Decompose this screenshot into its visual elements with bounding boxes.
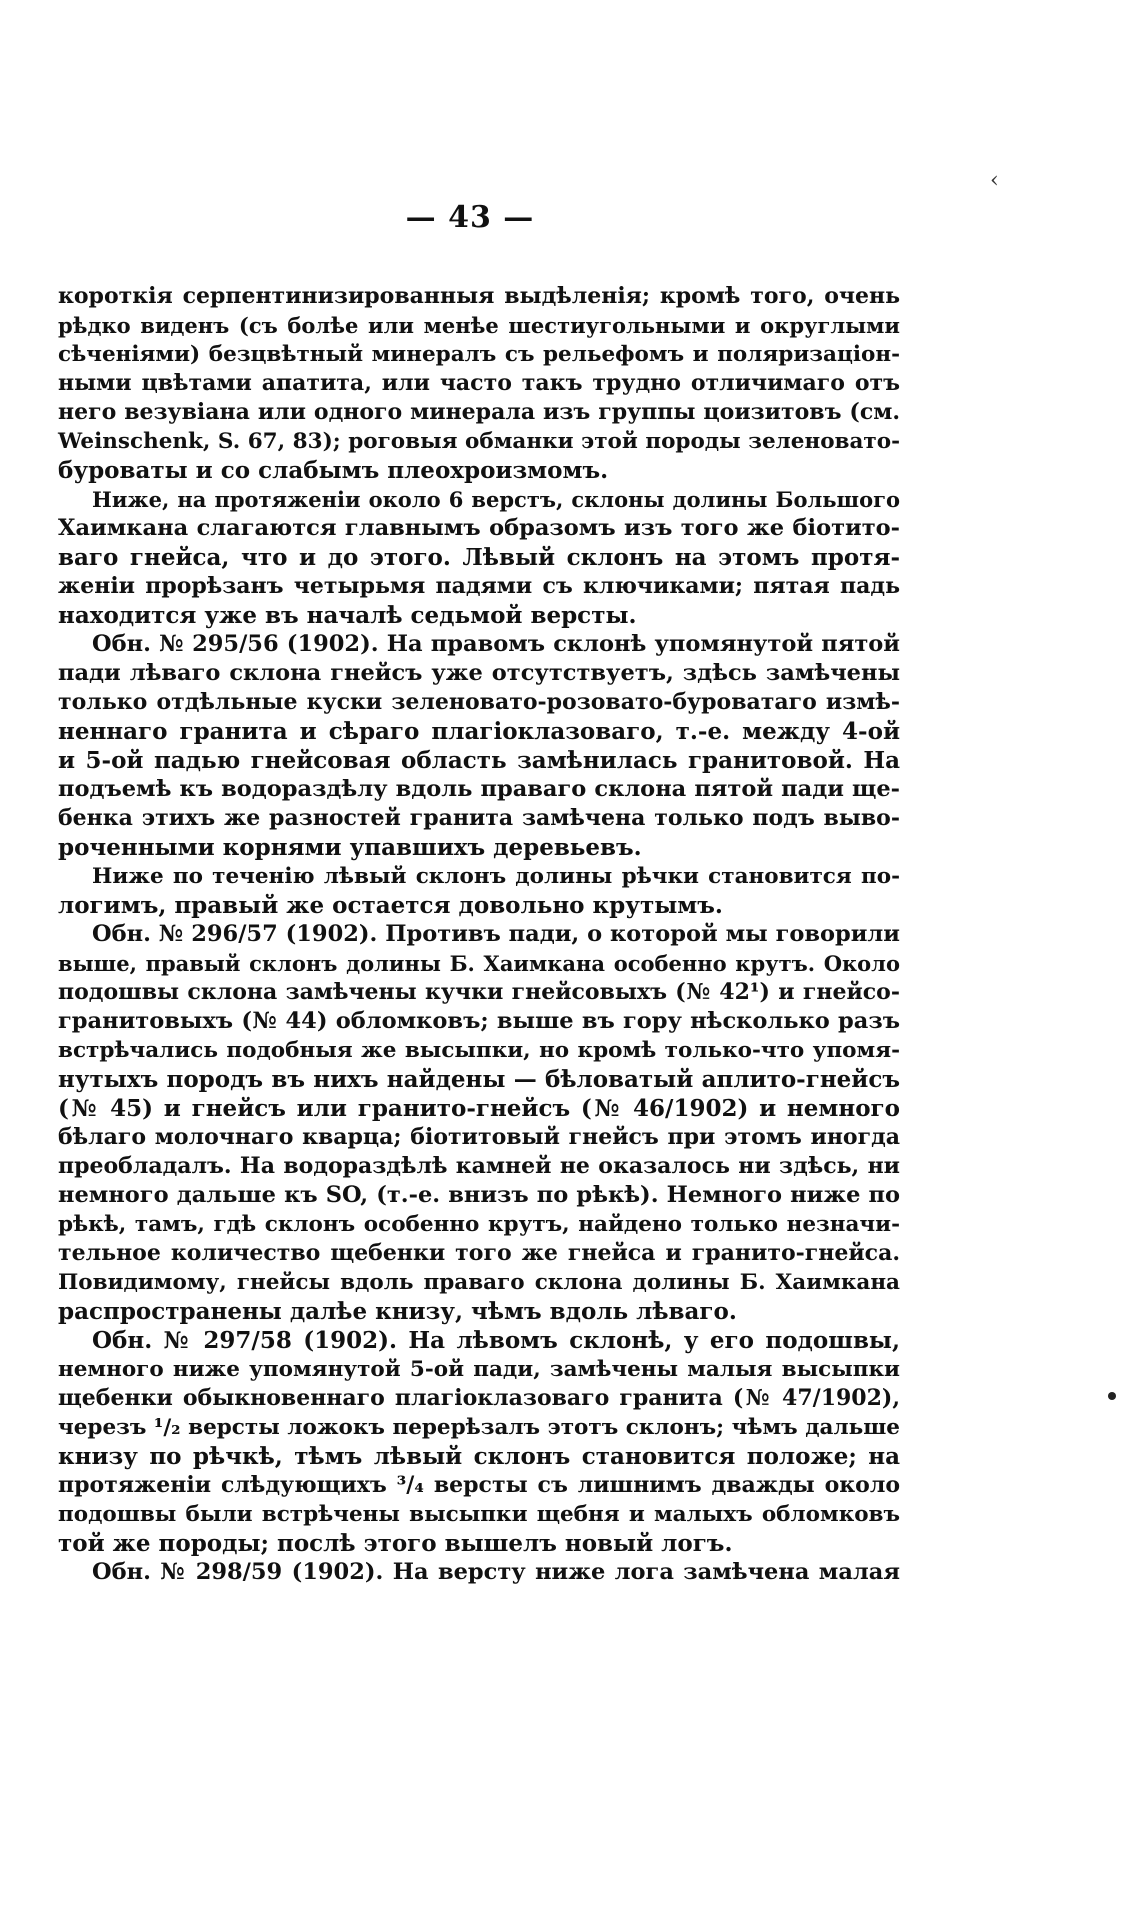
margin-mark: ‹	[990, 168, 999, 193]
text-line: Повидимому, гнейсы вдоль праваго склона долины Б. Хаимкана	[58, 1270, 900, 1295]
text-line: (№ 45) и гнейсъ или гранито-гнейсъ (№ 46/1902) и немного	[58, 1095, 900, 1122]
page-number: — 43 —	[405, 200, 535, 235]
text-line: Обн. № 295/56 (1902). На правомъ склонѣ упомянутой пятой	[92, 631, 900, 657]
text-line: Обн. № 297/58 (1902). На лѣвомъ склонѣ, у его подошвы,	[92, 1327, 900, 1354]
body-text	[58, 282, 900, 1587]
text-line: гранитовыхъ (№ 44) обломковъ; выше въ гору нѣсколько разъ	[58, 1008, 900, 1034]
margin-dot	[1108, 1392, 1116, 1400]
text-line: нутыхъ породъ въ нихъ найдены — бѣловатый аплито-гнейсъ	[58, 1066, 900, 1093]
text-line: немного дальше къ SO, (т.-е. внизъ по рѣкѣ). Немного ниже по	[58, 1182, 900, 1208]
text-line: Ниже, на протяженіи около 6 верстъ, склоны долины Большого	[92, 487, 900, 512]
text-line: щебенки обыкновеннаго плагіоклазоваго гранита (№ 47/1902),	[58, 1385, 900, 1411]
text-line: Хаимкана слагаются главнымъ образомъ изъ того же біотито-	[58, 515, 900, 541]
text-line: бѣлаго молочнаго кварца; біотитовый гнейсъ при этомъ иногда	[58, 1124, 900, 1150]
text-line: тельное количество щебенки того же гнейса и гранито-гнейса.	[58, 1240, 900, 1266]
text-line: бенка этихъ же разностей гранита замѣчена только подъ выво-	[58, 805, 900, 831]
text-line: Обн. № 296/57 (1902). Противъ пади, о которой мы говорили	[92, 921, 900, 947]
text-line: находится уже въ началѣ седьмой версты.	[58, 602, 637, 629]
text-line: буроваты и со слабымъ плеохроизмомъ.	[58, 457, 609, 484]
text-line: рѣкѣ, тамъ, гдѣ склонъ особенно крутъ, найдено только незначи-	[58, 1212, 900, 1237]
text-line: женіи прорѣзанъ четырьмя падями съ ключиками; пятая падь	[58, 573, 900, 599]
text-line: той же породы; послѣ этого вышелъ новый логъ.	[58, 1530, 733, 1557]
text-line: логимъ, правый же остается довольно крутымъ.	[58, 892, 723, 919]
text-line: черезъ ¹/₂ версты ложокъ перерѣзалъ этотъ склонъ; чѣмъ дальше	[58, 1415, 900, 1440]
text-line: ваго гнейса, что и до этого. Лѣвый склонъ на этомъ протя-	[58, 544, 900, 571]
text-line: Weinschenk, S. 67, 83); роговыя обманки этой породы зеленовато-	[58, 429, 900, 454]
text-line: неннаго гранита и сѣраго плагіоклазоваго, т.-е. между 4-ой	[58, 718, 900, 745]
text-line: Обн. № 298/59 (1902). На версту ниже лога замѣчена малая	[92, 1559, 900, 1585]
text-line: подошвы склона замѣчены кучки гнейсовыхъ (№ 42¹) и гнейсо-	[58, 979, 900, 1005]
text-line: рѣдко виденъ (съ болѣе или менѣе шестиугольными и округлыми	[58, 313, 900, 338]
text-line: ными цвѣтами апатита, или часто такъ трудно отличимаго отъ	[58, 370, 900, 396]
text-line: сѣченіями) безцвѣтный минералъ съ рельефомъ и поляризаціон-	[58, 342, 900, 367]
text-line: преобладалъ. На водораздѣлѣ камней не оказалось ни здѣсь, ни	[58, 1153, 900, 1179]
text-line: распространены далѣе книзу, чѣмъ вдоль лѣваго.	[58, 1298, 737, 1325]
text-line: выше, правый склонъ долины Б. Хаимкана особенно крутъ. Около	[58, 951, 900, 976]
text-line: роченными корнями упавшихъ деревьевъ.	[58, 834, 642, 861]
text-line: книзу по рѣчкѣ, тѣмъ лѣвый склонъ становится положе; на	[58, 1443, 900, 1470]
text-line: него везувіана или одного минерала изъ группы цоизитовъ (см.	[58, 399, 900, 425]
text-line: короткія серпентинизированныя выдѣленія; кромѣ того, очень	[58, 283, 900, 309]
text-line: немного ниже упомянутой 5-ой пади, замѣчены малыя высыпки	[58, 1357, 900, 1382]
text-line: пади лѣваго склона гнейсъ уже отсутствуетъ, здѣсь замѣчены	[58, 660, 900, 686]
text-line: только отдѣльные куски зеленовато-розовато-буроватаго измѣ-	[58, 689, 900, 715]
text-line: подъемѣ къ водораздѣлу вдоль праваго склона пятой пади ще-	[58, 776, 900, 802]
text-line: Ниже по теченію лѣвый склонъ долины рѣчки становится по-	[92, 864, 900, 889]
text-line: и 5-ой падью гнейсовая область замѣнилась гранитовой. На	[58, 747, 900, 774]
text-line: протяженіи слѣдующихъ ³/₄ версты съ лишнимъ дважды около	[58, 1472, 900, 1498]
text-line: встрѣчались подобныя же высыпки, но кромѣ только-что упомя-	[58, 1038, 900, 1063]
text-line: подошвы были встрѣчены высыпки щебня и малыхъ обломковъ	[58, 1502, 900, 1527]
